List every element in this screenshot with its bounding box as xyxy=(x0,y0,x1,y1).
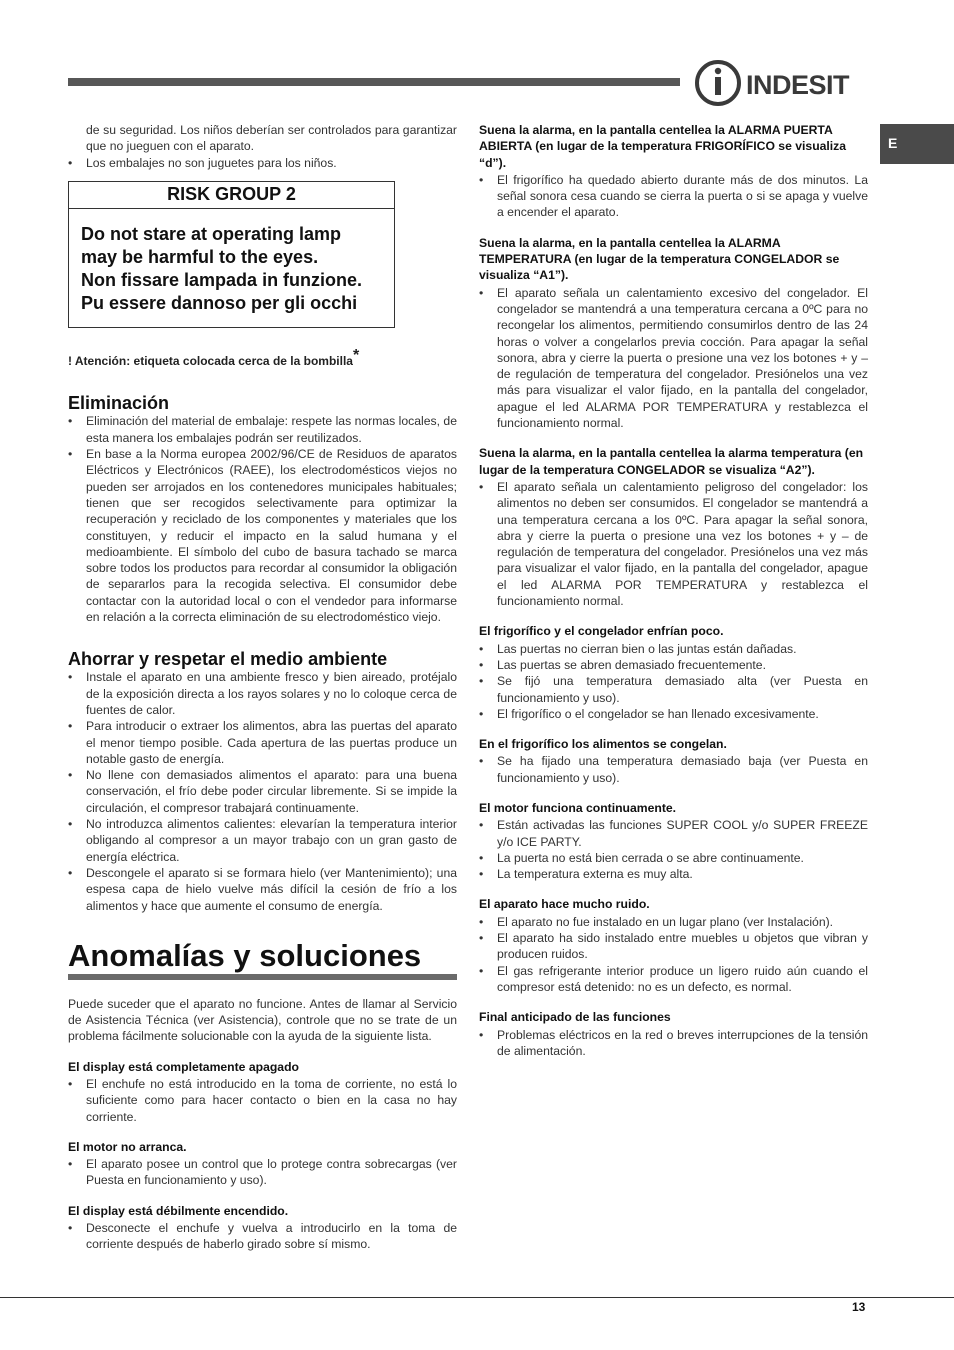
list-item: • Están activadas las funciones SUPER COOL y/o SUPER FREEZE y/o ICE PARTY. xyxy=(479,817,868,850)
asterisk-mark: * xyxy=(352,347,360,365)
section-heading: El motor no arranca. xyxy=(68,1139,187,1154)
list-item: • Desconecte el enchufe y vuelva a introducirlo en la toma de corriente después de haberlo girado sobre sí mismo. xyxy=(68,1220,457,1253)
list-item: • El aparato no fue instalado en un lugar plano (ver Instalación). xyxy=(479,914,868,930)
right-column xyxy=(479,122,868,1059)
list-item: • El aparato ha sido instalado entre muebles u objetos que vibran y producen ruidos. xyxy=(479,930,868,963)
list-item: • El aparato señala un calentamiento excesivo del congelador. El congelador se mantendrá a una temperatura cercana a 0ºC para no recongelar los alimentos, permitiendo consumirlos dentro de las 24 horas o volver a congelarlos previa cocción. Para apagar la señal sonora, abra y cierre la puerta o presione una vez los botones + y – de regulación de temperatura del congelador. Presiónelos una vez más para visualizar el valor fijado, en la pantalla del congelador, apague el led ALARMA POR TEMPERATURA y restablezca el funcionamiento normal. xyxy=(479,285,868,432)
risk-line: Pu essere dannoso per gli occhi xyxy=(81,293,358,314)
list-item: • Se fijó una temperatura demasiado alta (ver Puesta en funcionamiento y uso). xyxy=(479,673,868,706)
section-heading: El display está completamente apagado xyxy=(68,1059,299,1074)
risk-group-box xyxy=(68,181,395,328)
list-item: • El aparato señala un calentamiento peligroso del congelador: los alimentos no deben ser consumidos. El congelador se mantendrá a una temperatura cercana a los 0ºC. Para apagar la señal sonora, abra y cierre la puerta o presione una vez los botones + y – de regulación de temperatura del congelador. Presiónelos una vez más para visualizar el valor fijado, en la pantalla del congelador, apague el led ALARMA POR TEMPERATURA y restablezca el funcionamiento normal. xyxy=(479,479,868,609)
risk-group-title: RISK GROUP 2 xyxy=(69,182,394,209)
risk-line: Non fissare lampada in funzione. xyxy=(81,270,363,291)
section-heading: En el frigorífico los alimentos se congelan. xyxy=(479,737,727,752)
list-item: • La temperatura externa es muy alta. xyxy=(479,866,868,882)
list-item: • Las puertas no cierran bien o las juntas están dañadas. xyxy=(479,641,868,657)
list-item: • El gas refrigerante interior produce un ligero ruido aún cuando el compresor está detenido: no es un defecto, es normal. xyxy=(479,963,868,996)
section-heading: Suena la alarma, en la pantalla centellea la ALARMA TEMPERATURA (en lugar de la temperatura CONGELADOR se visualiza “A1”). xyxy=(479,235,840,283)
list-item: • El enchufe no está introducido en la toma de corriente, no está lo suficiente como para hacer contacto o bien en la casa no hay corriente. xyxy=(68,1076,457,1125)
intro-bullet: • Los embalajes no son juguetes para los niños. xyxy=(68,155,457,171)
main-intro: Puede suceder que el aparato no funcione. Antes de llamar al Servicio de Asistencia Técnica (ver Asistencia), controle que no se trate de un problema fácilmente solucionable con la ayuda de la siguiente lista. xyxy=(68,996,457,1044)
list-item: • Instale el aparato en una ambiente fresco y bien aireado, protéjalo de la exposición directa a los rayos solares y no lo coloque cerca de fuentes de calor. xyxy=(68,669,457,718)
main-title: Anomalías y soluciones xyxy=(68,938,457,980)
left-column xyxy=(68,122,457,1253)
list-item: • En base a la Norma europea 2002/96/CE de Residuos de aparatos Eléctricos y Electrónicos (RAEE), los electrodomésticos viejos no pueden ser arrojados en los contenedores municipales habituales; tienen que ser recogidos selectivamente para optimizar la recuperación y reciclado de los componentes y materiales que los constituyen, y reducir el impacto en la salud humana y el medioambiente. El símbolo del cubo de basura tachado se marca sobre todos los productos para recordar al consumidor la obligación de separarlos para la recogida selectiva. El consumidor debe contactar con la autoridad local o con el vendedor para informarse en relación a la correcta eliminación de su electrodoméstico viejo. xyxy=(68,446,457,625)
language-tab-label: E xyxy=(888,135,898,151)
list-item: • Se ha fijado una temperatura demasiado baja (ver Puesta en funcionamiento y uso). xyxy=(479,753,868,786)
page-number: 13 xyxy=(852,1300,866,1314)
list-item: • No introduzca alimentos calientes: elevarían la temperatura interior obligando al compresor a un mayor trabajo con un gran gasto de energía eléctrica. xyxy=(68,816,457,865)
header-bar xyxy=(68,78,680,86)
section-heading: Final anticipado de las funciones xyxy=(479,1010,671,1025)
attention-note xyxy=(68,348,457,369)
environment-heading: Ahorrar y respetar el medio ambiente xyxy=(68,649,388,670)
list-item: • El frigorífico ha quedado abierto durante más de dos minutos. La señal sonora cesa cuando se cierra la puerta o si se apaga y vuelve a encender el aparato. xyxy=(479,172,868,221)
list-item: • El aparato posee un control que lo protege contra sobrecargas (ver Puesta en funcionamiento y uso). xyxy=(68,1156,457,1189)
list-item: • Para introducir o extraer los alimentos, abra las puertas del aparato el menor tiempo posible. Cada apertura de las puertas produce un notable gasto de energía. xyxy=(68,718,457,767)
list-item: • La puerta no está bien cerrada o se abre continuamente. xyxy=(479,850,868,866)
list-item: • Descongele el aparato si se formara hielo (ver Mantenimiento); una espesa capa de hielo vuelve más difícil la cesión de frío a los alimentos y hace que aumente el consumo de energía. xyxy=(68,865,457,914)
indesit-logo xyxy=(694,58,874,108)
elimination-heading: Eliminación xyxy=(68,393,170,414)
language-tab xyxy=(880,124,954,164)
section-heading: El aparato hace mucho ruido. xyxy=(479,897,650,912)
environment-list xyxy=(68,669,457,913)
list-item: • Las puertas se abren demasiado frecuentemente. xyxy=(479,657,868,673)
section-heading: El frigorífico y el congelador enfrían poco. xyxy=(479,624,724,639)
list-item: • No llene con demasiados alimentos el aparato: para una buena conservación, el frío debe poder circular libremente. Si se impide la circulación, el compresor trabajará continuamente. xyxy=(68,767,457,816)
risk-line: Do not stare at operating lamp xyxy=(81,224,342,245)
attention-note-text: ! Atención: etiqueta colocada cerca de la bombilla xyxy=(68,354,353,369)
elimination-list xyxy=(68,413,457,625)
intro-continued: de su seguridad. Los niños deberían ser controlados para garantizar que no jueguen con el aparato. xyxy=(86,123,457,154)
brand-text: INDESIT xyxy=(746,70,850,100)
list-item: • El frigorífico o el congelador se han llenado excesivamente. xyxy=(479,706,868,722)
list-item: • Eliminación del material de embalaje: respete las normas locales, de esta manera los embalajes podrán ser reutilizados. xyxy=(68,413,457,446)
section-heading: Suena la alarma, en la pantalla centellea la ALARMA PUERTA ABIERTA (en lugar de la temperatura FRIGORÍFICO se visualiza “d”). xyxy=(479,123,847,170)
risk-line: may be harmful to the eyes. xyxy=(81,247,319,268)
list-item: • Problemas eléctricos en la red o breves interrupciones de la tensión de alimentación. xyxy=(479,1027,868,1060)
risk-group-text xyxy=(69,209,394,327)
section-heading: El motor funciona continuamente. xyxy=(479,800,677,815)
section-heading: Suena la alarma, en la pantalla centellea la alarma temperatura (en lugar de la temperatura CONGELADOR se visualiza “A2”). xyxy=(479,446,864,477)
footer-rule xyxy=(0,1297,954,1298)
section-heading: El display está débilmente encendido. xyxy=(68,1203,289,1218)
